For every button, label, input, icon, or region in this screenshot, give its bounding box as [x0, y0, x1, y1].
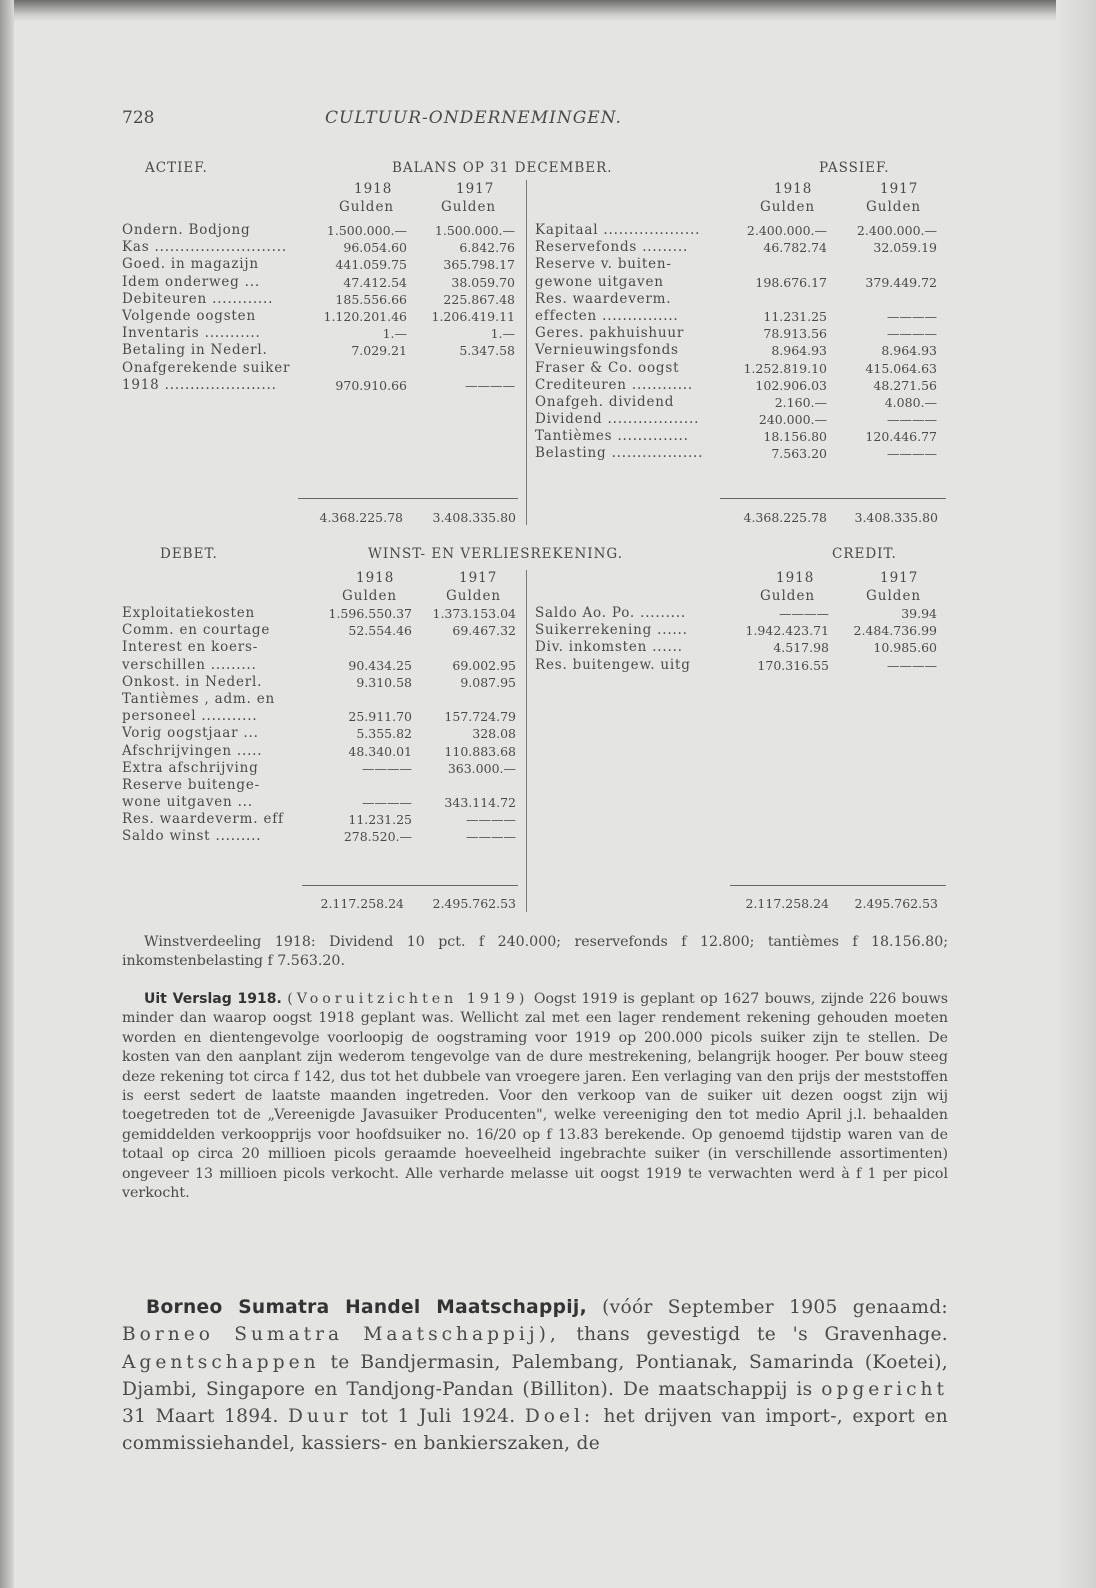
value-1918: 7.029.21 [351, 343, 407, 359]
value-1918: 1.596.550.37 [328, 606, 412, 621]
value-1918: 170.316.55 [757, 657, 829, 673]
row-label: Onkost. in Nederl. [122, 673, 263, 690]
table-row [535, 639, 945, 656]
verslag-body: Oogst 1919 is geplant op 1627 bouws, zijnde 226 bouws minder dan waarop oogst 1918 geplant was. Wellicht zal met een lager rendement rekening gehouden moeten worden en dientengevolge voorloopig de oogstraming voor 1919 op 200.000 picols suiker zijn te stellen. De kosten van den aanplant zijn wederom tengevolge van de dure mestrekening, belangrijk hooger. Per bouw steeg deze rekening tot circa f 142, dus tot het dubbele van vroegere jaren. Een verlaging van den prijs der meststoffen is eerst sedert de laatste maanden ingetreden. Voor den verkoop van de suiker uit dezen oogst zijn wij toegetreden tot de „Vereenigde Javasuiker Producenten", welke vereeniging den tot medio April j.l. behaalden gemiddelden verkoopprijs voor hoofdsuiker no. 16/20 op f 13.83 berekende. Op genoemd tijdstip waren van de totaal op circa 20 millioen picols geraamde hoeveelheid ingebrachte suiker (in verschillende assortimenten) ongeveer 13 millioen picols verkocht. Alle verharde melasse uit oogst 1919 te verwachten werd à f 1 per picol verkocht. [122, 991, 948, 1202]
table-row [535, 428, 945, 445]
row-label: Saldo Ao. Po. ......... [535, 605, 686, 621]
borneo-text-5: tot 1 Juli 1924. [361, 1406, 516, 1428]
verslag-subheading: (Vooruitzichten 1919) [287, 991, 529, 1007]
pl-right-heading: CREDIT. [832, 546, 897, 562]
row-label: Crediteuren ............ [535, 376, 693, 393]
borneo-spaced-5: Doel: [524, 1406, 595, 1428]
value-1917: 225.867.48 [443, 291, 515, 307]
row-label: Reserve buitenge- [122, 776, 260, 793]
value-1917: 1.206.419.11 [431, 308, 515, 324]
value-1918: 11.231.25 [763, 308, 827, 324]
table-row [122, 622, 522, 639]
row-label: Comm. en courtage [122, 622, 271, 639]
table-row [122, 674, 522, 691]
borneo-text-4: 31 Maart 1894. [122, 1406, 279, 1428]
value-1918: 1.— [382, 326, 407, 342]
value-1917: 69.467.32 [452, 623, 516, 639]
value-1918: 7.563.20 [771, 446, 827, 462]
value-1917: 2.484.736.99 [853, 623, 937, 639]
borneo-text-1: (vóór September 1905 genaamd: [602, 1297, 948, 1318]
row-label: Inventaris ........... [122, 325, 261, 342]
balance-right-heading: PASSIEF. [819, 160, 890, 176]
row-label: gewone uitgaven [535, 273, 664, 290]
table-row [535, 622, 945, 639]
table-row [122, 377, 522, 394]
balance-left-unit-b: Gulden [441, 199, 497, 215]
balance-divider [526, 180, 527, 525]
scan-right-edge [1056, 0, 1096, 1588]
row-label: verschillen ......... [122, 656, 257, 673]
pl-right-year-a: 1918 [776, 570, 815, 586]
row-label: Geres. pakhuishuur [535, 325, 685, 342]
row-label: Belasting .................. [535, 445, 704, 462]
pl-left-unit-b: Gulden [446, 588, 502, 604]
borneo-text-3: te Bandjermasin, Palembang, Pontianak, Samarinda (Koetei), Djambi, Singapore en Tandjong-Pandan (Billiton). De maatschappij is [122, 1351, 949, 1400]
pl-left-year-a: 1918 [356, 570, 395, 586]
pl-left-total-b: 2.495.762.53 [432, 896, 516, 911]
borneo-heading: Borneo Sumatra Handel Maatschappij, [146, 1297, 587, 1318]
table-row [122, 794, 522, 811]
value-1917: 39.94 [901, 606, 937, 621]
balance-right-year-b: 1917 [880, 181, 919, 197]
table-row [122, 325, 522, 342]
table-row [122, 360, 522, 377]
value-1917: ———— [466, 812, 516, 828]
value-1918: 1.252.819.10 [743, 360, 827, 376]
borneo-spaced-1: Borneo Sumatra Maatschappij), [122, 1324, 560, 1346]
scan-top-edge [0, 0, 1096, 22]
row-label: Onafgeh. dividend [535, 393, 675, 410]
table-row [535, 256, 945, 273]
value-1917: ———— [465, 377, 515, 393]
borneo-spaced-3: opgericht [821, 1378, 948, 1400]
balance-actief-table [122, 222, 522, 394]
row-label: Tantièmes .............. [535, 428, 689, 445]
table-row [122, 222, 522, 239]
value-1918: 9.310.58 [356, 674, 412, 690]
table-row [122, 342, 522, 359]
table-row [122, 639, 522, 656]
value-1918: ———— [362, 795, 412, 811]
table-row [535, 377, 945, 394]
balance-left-heading: ACTIEF. [145, 160, 208, 176]
balance-left-unit-a: Gulden [339, 199, 395, 215]
value-1917: 415.064.63 [865, 360, 937, 376]
table-row [122, 708, 522, 725]
row-label: 1918 ...................... [122, 376, 277, 393]
table-row [122, 291, 522, 308]
value-1918: 2.160.— [774, 394, 827, 410]
balance-right-total-a: 4.368.225.78 [743, 510, 827, 525]
pl-right-total-rule [730, 885, 946, 886]
value-1918: 240.000.— [758, 412, 827, 428]
borneo-paragraph [122, 1294, 948, 1458]
table-row [535, 325, 945, 342]
value-1917: 157.724.79 [444, 709, 516, 725]
value-1917: 4.080.— [884, 394, 937, 410]
pl-title: WINST- EN VERLIESREKENING. [368, 546, 624, 562]
value-1917: 10.985.60 [873, 640, 937, 656]
value-1917: ———— [887, 446, 937, 462]
value-1917: 69.002.95 [452, 657, 516, 673]
value-1917: ———— [887, 326, 937, 342]
borneo-text-2: thans gevestigd te 's Gravenhage. [576, 1324, 948, 1346]
balance-right-unit-a: Gulden [760, 199, 816, 215]
value-1917: 38.059.70 [451, 274, 515, 290]
value-1918: 11.231.25 [348, 812, 412, 828]
value-1917: 365.798.17 [443, 257, 515, 273]
value-1918: 441.059.75 [335, 257, 407, 273]
value-1917: 363.000.— [447, 760, 516, 776]
row-label: Suikerrekening ...... [535, 622, 688, 639]
value-1918: 970.910.66 [335, 377, 407, 393]
value-1918: 185.556.66 [335, 291, 407, 307]
table-row [122, 256, 522, 273]
pl-right-total-a: 2.117.258.24 [745, 896, 829, 911]
balance-right-unit-b: Gulden [866, 199, 922, 215]
value-1917: 6.842.76 [459, 240, 515, 256]
table-row [122, 308, 522, 325]
value-1917: 5.347.58 [459, 343, 515, 359]
value-1918: ———— [362, 760, 412, 776]
value-1917: 9.087.95 [460, 674, 516, 690]
pl-left-total-rule [302, 885, 518, 886]
borneo-spaced-2: Agentschappen [122, 1351, 320, 1373]
table-row [122, 605, 522, 622]
row-label: Div. inkomsten ...... [535, 639, 683, 656]
pl-right-unit-a: Gulden [760, 588, 816, 604]
value-1918: 96.054.60 [343, 240, 407, 256]
value-1917: 8.964.93 [881, 343, 937, 359]
table-row [535, 605, 945, 622]
pl-divider [526, 570, 527, 912]
row-label: Vorig oogstjaar ... [122, 725, 259, 742]
row-label: Goed. in magazijn [122, 256, 259, 273]
row-label: Debiteuren ............ [122, 290, 274, 307]
table-row [122, 657, 522, 674]
row-label: Reserve v. buiten- [535, 256, 672, 273]
value-1918: 1.120.201.46 [323, 308, 407, 324]
verslag-paragraph [122, 990, 948, 1203]
table-row [535, 222, 945, 239]
winstverdeeling-paragraph: Winstverdeeling 1918: Dividend 10 pct. f 240.000; reservefonds f 12.800; tantièmes f 18.156.80; inkomstenbelasting f 7.563.20. [122, 934, 948, 970]
row-label: Extra afschrijving [122, 759, 259, 776]
table-row [535, 657, 945, 674]
pl-right-unit-b: Gulden [866, 588, 922, 604]
balance-passief-table [535, 222, 945, 463]
balance-left-year-b: 1917 [456, 181, 495, 197]
value-1918: 4.517.98 [773, 640, 829, 656]
row-label: Onafgerekende suiker [122, 359, 291, 376]
balance-right-year-a: 1918 [774, 181, 813, 197]
row-label: Volgende oogsten [122, 307, 256, 324]
value-1918: 52.554.46 [348, 623, 412, 639]
value-1917: 343.114.72 [444, 795, 516, 811]
row-label: Dividend .................. [535, 411, 700, 428]
value-1917: ———— [887, 308, 937, 324]
table-row [122, 828, 522, 845]
value-1918: ———— [779, 606, 829, 621]
borneo-text-6: het drijven van import-, export en commissiehandel, kassiers- en bankierszaken, de [122, 1406, 948, 1455]
value-1918: 5.355.82 [356, 726, 412, 742]
value-1918: 102.906.03 [755, 377, 827, 393]
value-1917: 1.— [490, 326, 515, 342]
borneo-spaced-4: Duur [288, 1406, 352, 1428]
pl-credit-table [535, 605, 945, 674]
row-label: wone uitgaven ... [122, 794, 253, 811]
table-row [122, 274, 522, 291]
value-1917: ———— [887, 412, 937, 428]
row-label: Interest en koers- [122, 639, 259, 656]
balance-left-total-rule [298, 498, 518, 499]
row-label: Exploitatiekosten [122, 605, 256, 621]
table-row [122, 743, 522, 760]
scan-left-edge [0, 0, 14, 1588]
value-1918: 46.782.74 [763, 240, 827, 256]
balance-right-total-b: 3.408.335.80 [854, 510, 938, 525]
value-1918: 25.911.70 [348, 709, 412, 725]
table-row [122, 239, 522, 256]
table-row [535, 239, 945, 256]
row-label: Kapitaal ................... [535, 222, 701, 238]
table-row [535, 342, 945, 359]
row-label: effecten ............... [535, 307, 679, 324]
value-1917: 48.271.56 [873, 377, 937, 393]
table-row [535, 394, 945, 411]
row-label: Ondern. Bodjong [122, 222, 251, 238]
value-1917: 2.400.000.— [856, 223, 937, 238]
table-row [122, 691, 522, 708]
value-1917: 110.883.68 [444, 743, 516, 759]
table-row [122, 725, 522, 742]
value-1917: ———— [887, 657, 937, 673]
value-1918: 8.964.93 [771, 343, 827, 359]
row-label: Tantièmes , adm. en [122, 690, 275, 707]
value-1918: 278.520.— [343, 829, 412, 845]
value-1917: 379.449.72 [865, 274, 937, 290]
row-label: personeel ........... [122, 708, 258, 725]
pl-left-year-b: 1917 [459, 570, 498, 586]
row-label: Res. waardeverm. [535, 290, 672, 307]
value-1917: 1.373.153.04 [432, 606, 516, 621]
row-label: Fraser & Co. oogst [535, 359, 680, 376]
table-row [535, 411, 945, 428]
table-row [122, 777, 522, 794]
pl-right-year-b: 1917 [880, 570, 919, 586]
row-label: Reservefonds ......... [535, 239, 689, 256]
value-1917: 32.059.19 [873, 240, 937, 256]
balance-left-year-a: 1918 [354, 181, 393, 197]
value-1918: 1.500.000.— [326, 223, 407, 238]
value-1918: 198.676.17 [755, 274, 827, 290]
value-1917: 1.500.000.— [434, 223, 515, 238]
table-row [535, 360, 945, 377]
table-row [535, 291, 945, 308]
table-row [122, 811, 522, 828]
table-row [535, 445, 945, 462]
value-1918: 90.434.25 [348, 657, 412, 673]
row-label: Kas .......................... [122, 239, 287, 256]
pl-left-unit-a: Gulden [342, 588, 398, 604]
row-label: Afschrijvingen ..... [122, 742, 263, 759]
table-row [535, 308, 945, 325]
value-1918: 78.913.56 [763, 326, 827, 342]
value-1917: 120.446.77 [865, 429, 937, 445]
balance-left-total-b: 3.408.335.80 [432, 510, 516, 525]
row-label: Res. waardeverm. eff [122, 811, 284, 828]
row-label: Res. buitengew. uitg [535, 656, 691, 673]
pl-left-heading: DEBET. [160, 546, 218, 562]
balance-title: BALANS OP 31 DECEMBER. [392, 160, 613, 176]
row-label: Betaling in Nederl. [122, 342, 268, 359]
table-row [122, 760, 522, 777]
pl-left-total-a: 2.117.258.24 [320, 896, 404, 911]
page-number: 728 [122, 108, 155, 128]
table-row [535, 274, 945, 291]
balance-left-total-a: 4.368.225.78 [319, 510, 403, 525]
value-1918: 1.942.423.71 [745, 623, 829, 639]
value-1918: 2.400.000.— [746, 223, 827, 238]
value-1918: 18.156.80 [763, 429, 827, 445]
balance-right-total-rule [720, 498, 946, 499]
verslag-heading: Uit Verslag 1918. [144, 991, 282, 1007]
pl-debet-table [122, 605, 522, 846]
value-1918: 48.340.01 [348, 743, 412, 759]
row-label: Saldo winst ......... [122, 828, 262, 845]
pl-right-total-b: 2.495.762.53 [854, 896, 938, 911]
row-label: Vernieuwingsfonds [535, 342, 679, 359]
value-1918: 47.412.54 [343, 274, 407, 290]
value-1917: ———— [466, 829, 516, 845]
running-title: CULTUUR-ONDERNEMINGEN. [325, 108, 622, 128]
value-1917: 328.08 [472, 726, 516, 742]
row-label: Idem onderweg ... [122, 273, 260, 290]
